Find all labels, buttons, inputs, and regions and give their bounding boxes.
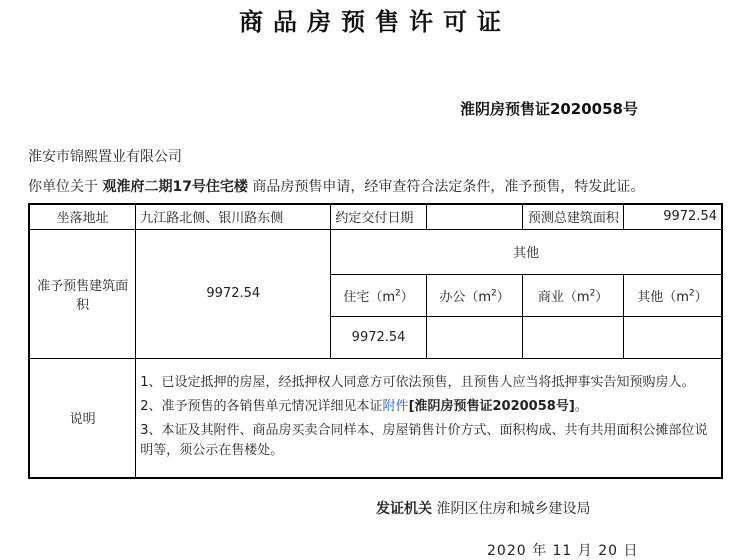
delivery-date-value <box>426 204 523 229</box>
issue-date: 2020 年 11 月 20 日 <box>487 543 639 559</box>
attachment-link[interactable]: 附件 <box>382 398 409 414</box>
delivery-date-label: 约定交付日期 <box>331 204 426 229</box>
other-header-row <box>29 229 722 274</box>
location-label: 坐落地址 <box>29 204 136 229</box>
est-area-label: 预测总建筑面积 <box>523 204 624 229</box>
issuer <box>376 498 590 518</box>
attachment-cert-number: [淮阴房预售证2020058号] <box>408 398 575 414</box>
intro-project: 观淮府二期17号住宅楼 <box>102 179 248 195</box>
other-value <box>623 316 722 358</box>
note-item-1: 1、已设定抵押的房屋，经抵押权人同意方可依法预售，且预售人应当将抵押事实告知预购房人。 <box>140 374 695 390</box>
intro-suffix: 商品房预售申请，经审查符合法定条件，准予预售，特发此证。 <box>252 179 645 195</box>
permit-table <box>28 203 723 479</box>
notes-label: 说明 <box>29 358 136 478</box>
issuer-name: 淮阴区住房和城乡建设局 <box>436 501 591 517</box>
notes-row <box>29 358 722 478</box>
col-office-header: 办公$(m^2)$ <box>426 274 523 316</box>
intro-prefix: 你单位关于 <box>28 179 98 195</box>
est-area-value: 9972.54 <box>623 204 722 229</box>
approved-area-label: 准予预售建筑面积 <box>29 229 136 358</box>
certificate-number: 淮阴房预售证2020058号 <box>459 100 638 118</box>
other-header: 其他 <box>331 229 722 274</box>
location-row <box>29 204 722 229</box>
location-value: 九江路北侧、银川路东侧 <box>136 204 331 229</box>
residential-value: 9972.54 <box>331 316 426 358</box>
intro-text <box>28 176 644 196</box>
col-other-header: 其他$(m^2)$ <box>623 274 722 316</box>
office-value <box>426 316 523 358</box>
note-item-2: 2、准予预售的各销售单元情况详细见本证附件[淮阴房预售证2020058号]。 <box>140 398 588 414</box>
company-name: 淮安市锦熙置业有限公司 <box>28 149 182 165</box>
note-item-3: 3、本证及其附件、商品房买卖合同样本、房屋销售计价方式、面积构成、共有共用面积公摊部位说明等，须公示在售楼处。 <box>140 422 708 458</box>
page-title: 商品房预售许可证 <box>239 8 511 36</box>
issuer-label: 发证机关 <box>376 501 432 517</box>
commercial-value <box>523 316 624 358</box>
approved-area-value: 9972.54 <box>136 229 331 358</box>
col-residential-header: 住宅$(m^2)$ <box>331 274 426 316</box>
col-commercial-header: 商业$(m^2)$ <box>523 274 624 316</box>
notes-content <box>136 358 722 478</box>
